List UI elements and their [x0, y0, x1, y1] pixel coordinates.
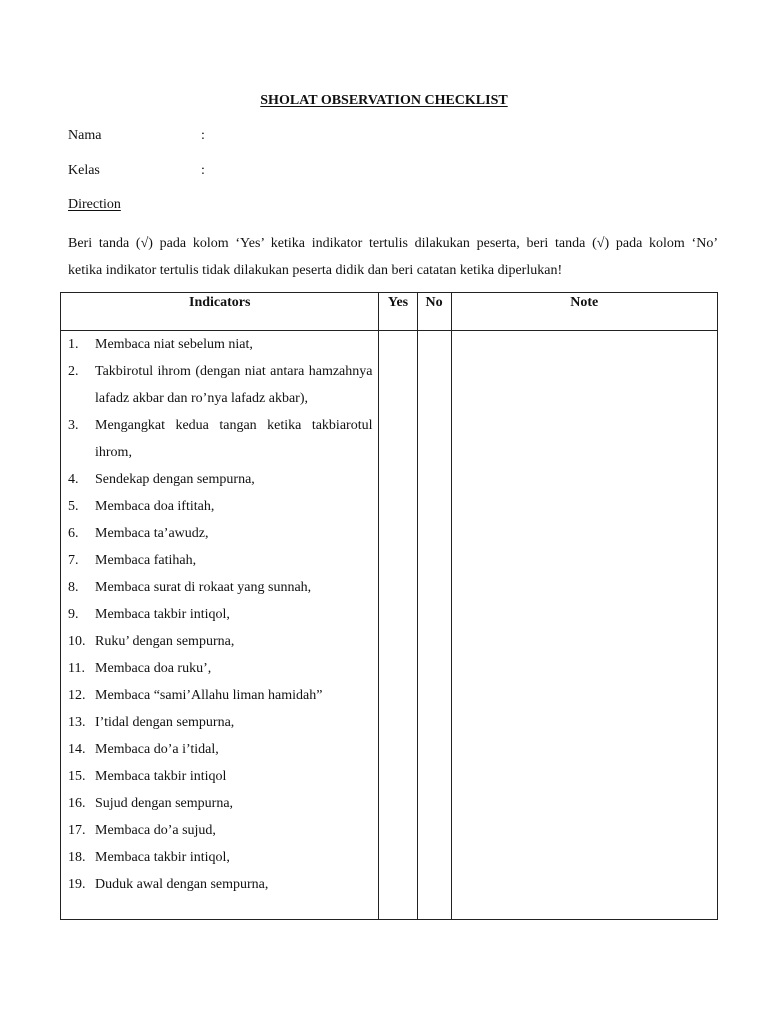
- list-item-number: 15.: [68, 769, 86, 784]
- list-item-number: 2.: [68, 364, 79, 379]
- table-header-row: [61, 293, 718, 331]
- list-item-text: Membaca do’a i’tidal,: [95, 742, 219, 757]
- list-item: [68, 493, 372, 520]
- list-item: [68, 601, 372, 628]
- list-item: [68, 736, 372, 763]
- list-item-number: 5.: [68, 499, 79, 514]
- list-item: [68, 412, 372, 466]
- list-item-text: Membaca doa iftitah,: [95, 499, 215, 514]
- list-item: [68, 358, 372, 412]
- field-nama: [68, 128, 205, 144]
- observation-table: [60, 292, 718, 920]
- list-item-text: Sujud dengan sempurna,: [95, 796, 234, 811]
- list-item-text: Membaca do’a sujud,: [95, 823, 216, 838]
- list-item: [68, 466, 372, 493]
- list-item: [68, 574, 372, 601]
- list-item: [68, 628, 372, 655]
- direction-line-1: Beri tanda (√) pada kolom ‘Yes’ ketika indikator tertulis dilakukan peserta, beri tanda (√) pada kolom ‘No’: [68, 236, 718, 251]
- list-item: [68, 871, 372, 898]
- list-item-number: 7.: [68, 553, 79, 568]
- field-kelas: [68, 163, 205, 179]
- no-column-cell[interactable]: [417, 331, 451, 920]
- list-item: [68, 331, 372, 358]
- list-item-number: 4.: [68, 472, 79, 487]
- list-item-text: Membaca takbir intiqol,: [95, 607, 230, 622]
- list-item-text: Duduk awal dengan sempurna,: [95, 877, 269, 892]
- list-item: [68, 682, 372, 709]
- list-item: [68, 709, 372, 736]
- table-body-row: [61, 331, 718, 920]
- direction-line-2: ketika indikator tertulis tidak dilakukan peserta didik dan beri catatan ketika diperlukan!: [68, 263, 563, 278]
- list-item-text: Membaca surat di rokaat yang sunnah,: [95, 580, 312, 595]
- document-title-text: SHOLAT OBSERVATION CHECKLIST: [260, 93, 508, 108]
- list-item-number: 17.: [68, 823, 86, 838]
- header-indicators: Indicators: [61, 293, 379, 331]
- list-item-number: 11.: [68, 661, 85, 676]
- list-item-text: Ruku’ dengan sempurna,: [95, 634, 235, 649]
- indicators-cell: [61, 331, 379, 920]
- field-kelas-label: Kelas: [68, 163, 100, 178]
- list-item-number: 8.: [68, 580, 79, 595]
- list-item-number: 12.: [68, 688, 86, 703]
- list-item-number: 10.: [68, 634, 86, 649]
- header-no: No: [417, 293, 451, 331]
- header-yes: Yes: [379, 293, 417, 331]
- list-item-number: 9.: [68, 607, 79, 622]
- list-item-number: 6.: [68, 526, 79, 541]
- list-item-text: Membaca fatihah,: [95, 553, 197, 568]
- list-item: [68, 817, 372, 844]
- list-item: [68, 520, 372, 547]
- list-item-text: Mengangkat kedua tangan ketika takbiarotul ihrom,: [95, 418, 373, 460]
- field-nama-colon: :: [201, 128, 205, 143]
- field-kelas-colon: :: [201, 163, 205, 178]
- list-item-text: Membaca takbir intiqol: [95, 769, 227, 784]
- list-item: [68, 763, 372, 790]
- indicator-list: [61, 331, 378, 898]
- list-item-text: Membaca ta’awudz,: [95, 526, 209, 541]
- field-nama-label: Nama: [68, 128, 102, 143]
- list-item-text: Takbirotul ihrom (dengan niat antara hamzahnya lafadz akbar dan ro’nya lafadz akbar),: [95, 364, 373, 406]
- list-item-number: 1.: [68, 337, 79, 352]
- list-item-number: 16.: [68, 796, 86, 811]
- list-item-number: 3.: [68, 418, 79, 433]
- list-item-number: 19.: [68, 877, 86, 892]
- list-item: [68, 655, 372, 682]
- list-item-number: 18.: [68, 850, 86, 865]
- list-item-text: Membaca doa ruku’,: [95, 661, 212, 676]
- yes-column-cell[interactable]: [379, 331, 417, 920]
- direction-paragraph: [68, 230, 718, 284]
- list-item-text: I’tidal dengan sempurna,: [95, 715, 235, 730]
- note-column-cell[interactable]: [451, 331, 717, 920]
- direction-heading: Direction: [68, 197, 121, 212]
- list-item: [68, 547, 372, 574]
- list-item: [68, 790, 372, 817]
- list-item-number: 13.: [68, 715, 86, 730]
- list-item-text: Membaca takbir intiqol,: [95, 850, 230, 865]
- list-item-number: 14.: [68, 742, 86, 757]
- header-note: Note: [451, 293, 717, 331]
- list-item-text: Sendekap dengan sempurna,: [95, 472, 255, 487]
- list-item: [68, 844, 372, 871]
- list-item-text: Membaca niat sebelum niat,: [95, 337, 253, 352]
- list-item-text: Membaca “sami’Allahu liman hamidah”: [95, 688, 323, 703]
- document-title: [0, 93, 768, 109]
